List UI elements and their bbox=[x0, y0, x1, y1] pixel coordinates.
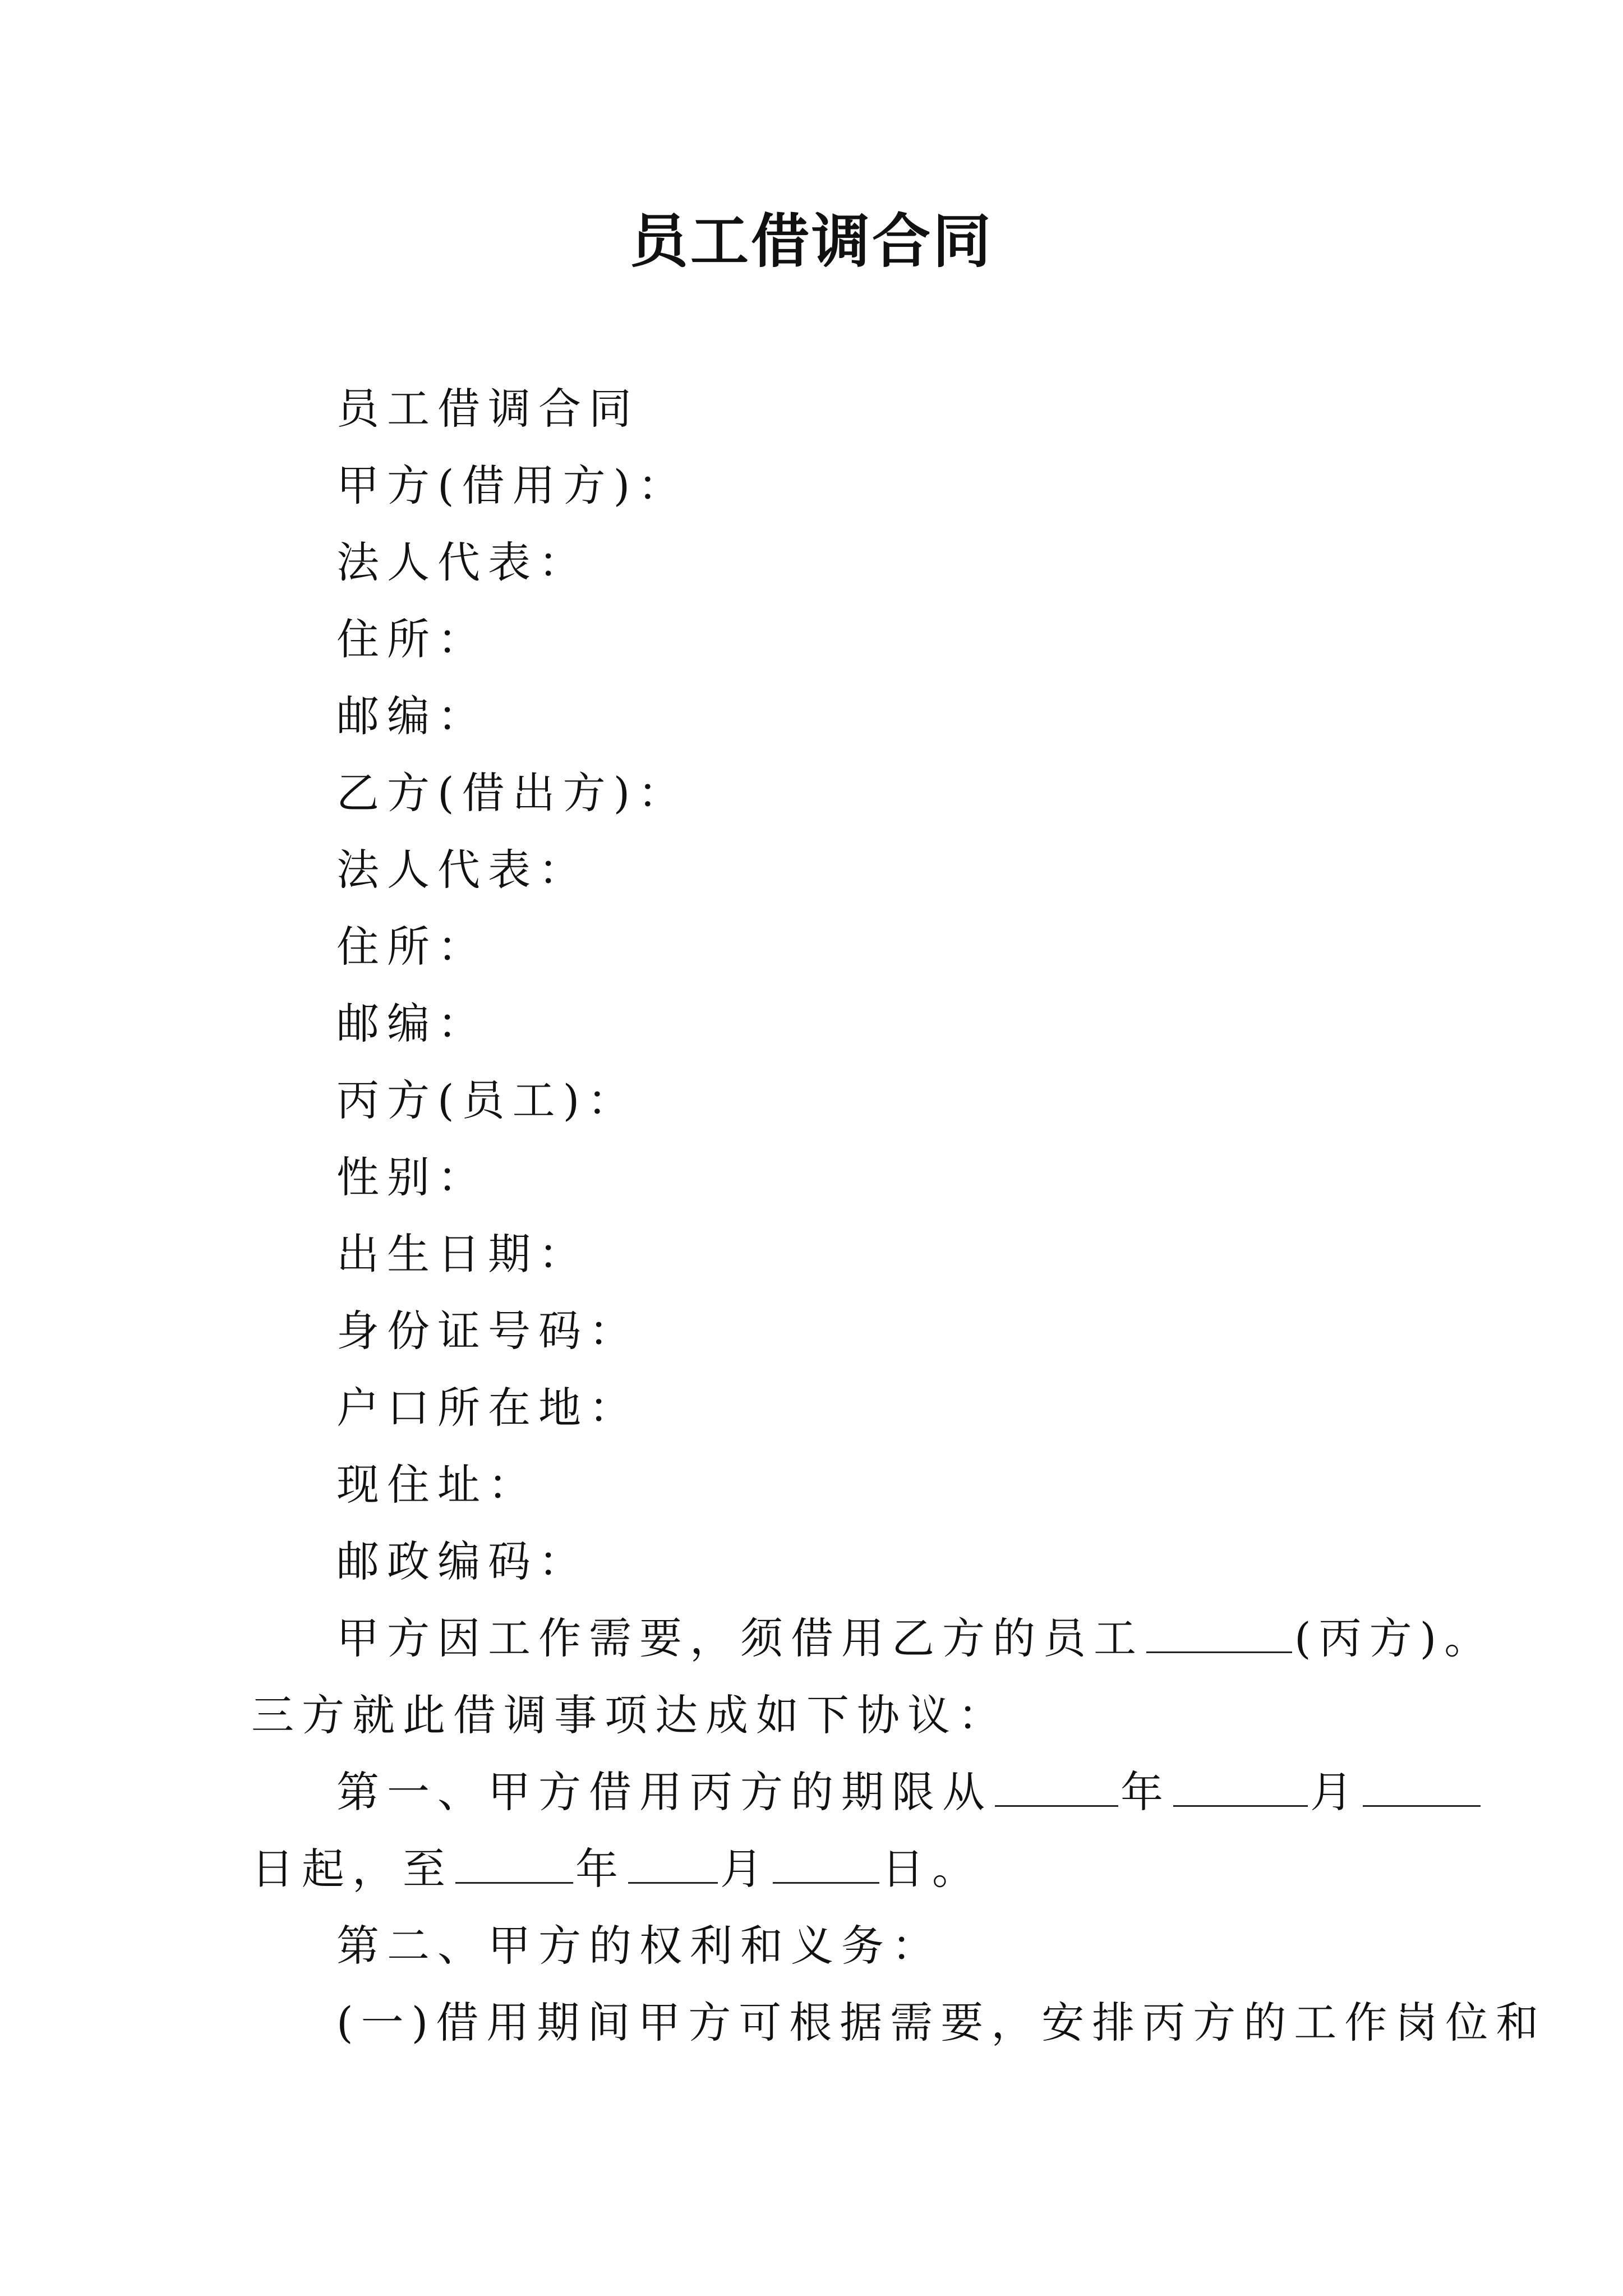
doc-line: 员工借调合同 bbox=[336, 384, 639, 434]
clause-two-item-one: (一)借用期间甲方可根据需要，安排丙方的工作岗位和 bbox=[336, 1998, 1547, 2047]
start-month-blank[interactable] bbox=[1173, 1768, 1308, 1807]
party-c-current-address: 现住址： bbox=[336, 1460, 538, 1510]
year-label-2: 年 bbox=[575, 1844, 626, 1894]
party-b-address: 住所： bbox=[336, 922, 488, 972]
clause-one-text-2: 日起，至 bbox=[251, 1844, 453, 1894]
party-b-legal-rep: 法人代表： bbox=[336, 845, 589, 895]
party-b-postcode: 邮编： bbox=[336, 999, 488, 1048]
paragraph-intro-suffix: (丙方)。 bbox=[1294, 1613, 1495, 1663]
paragraph-intro-line2: 三方就此借调事项达成如下协议： bbox=[251, 1690, 1008, 1740]
end-year-blank[interactable] bbox=[455, 1845, 573, 1884]
party-c-gender: 性别： bbox=[336, 1152, 488, 1202]
party-c-label: 丙方(员工)： bbox=[336, 1075, 638, 1125]
clause-one-line2 bbox=[251, 1830, 1391, 1907]
party-b-label: 乙方(借出方)： bbox=[336, 768, 689, 818]
party-c-hukou: 户口所在地： bbox=[336, 1383, 639, 1433]
end-month-blank[interactable] bbox=[628, 1845, 718, 1884]
document-title: 员工借调合同 bbox=[629, 206, 993, 275]
party-a-postcode: 邮编： bbox=[336, 691, 488, 741]
party-c-id-number: 身份证号码： bbox=[336, 1306, 639, 1356]
clause-one-text: 第一、甲方借用丙方的期限从 bbox=[336, 1767, 993, 1817]
day-label-2: 日。 bbox=[882, 1844, 983, 1894]
year-label: 年 bbox=[1121, 1767, 1171, 1817]
start-day-blank[interactable] bbox=[1363, 1768, 1481, 1807]
employee-name-blank[interactable] bbox=[1146, 1614, 1292, 1653]
paragraph-intro-line1 bbox=[251, 1600, 1495, 1677]
clause-two-heading: 第二、甲方的权利和义务： bbox=[336, 1921, 942, 1971]
paragraph-intro-text: 甲方因工作需要，须借用乙方的员工 bbox=[336, 1613, 1144, 1663]
month-label-2: 月 bbox=[720, 1844, 771, 1894]
party-c-birthdate: 出生日期： bbox=[336, 1229, 589, 1279]
clause-one-line1 bbox=[251, 1754, 1391, 1830]
document-body bbox=[251, 370, 1547, 2061]
start-year-blank[interactable] bbox=[995, 1768, 1118, 1807]
party-a-legal-rep: 法人代表： bbox=[336, 537, 589, 587]
month-label: 月 bbox=[1310, 1767, 1361, 1817]
party-c-postal-code: 邮政编码： bbox=[336, 1536, 589, 1586]
party-a-address: 住所： bbox=[336, 614, 488, 664]
end-day-blank[interactable] bbox=[773, 1845, 879, 1884]
party-a-label: 甲方(借用方)： bbox=[336, 461, 689, 510]
